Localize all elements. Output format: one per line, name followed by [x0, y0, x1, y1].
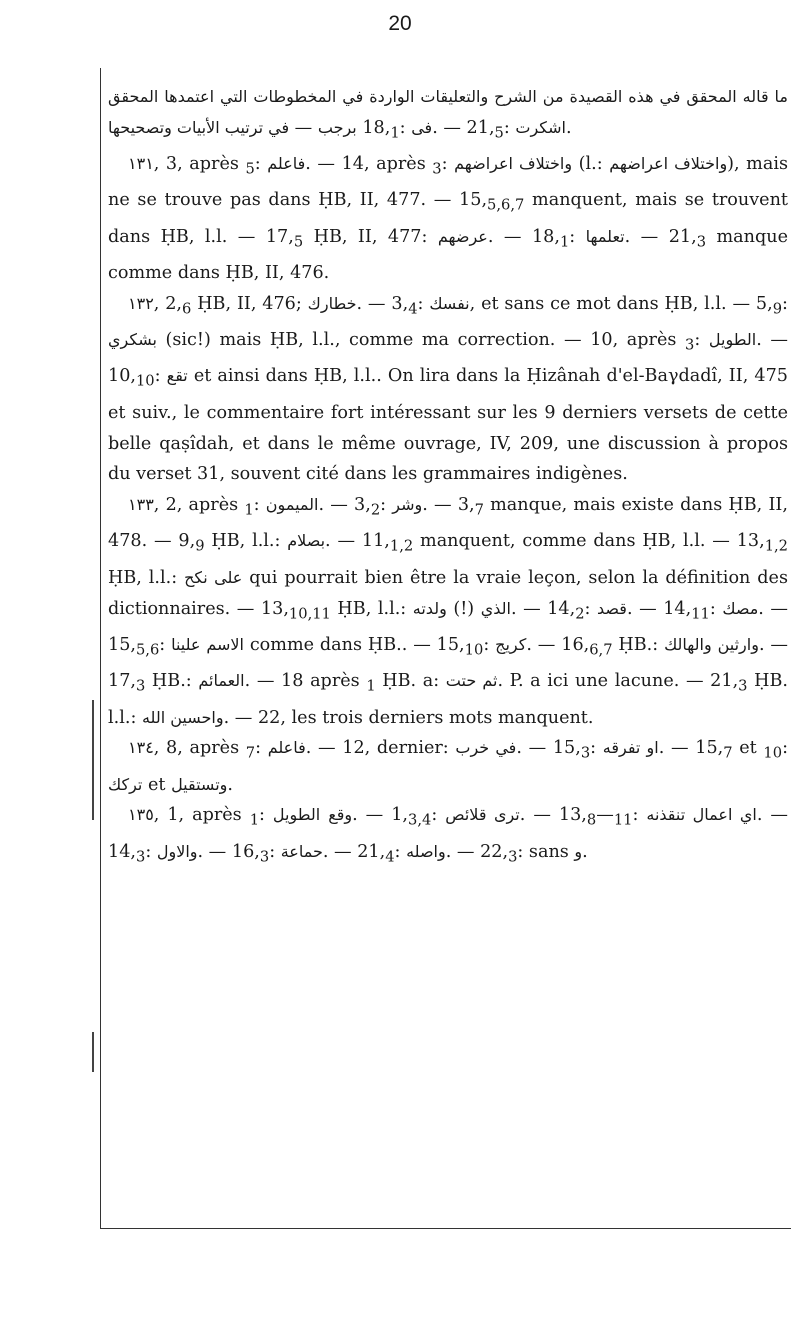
index-subscript: 3 — [508, 848, 518, 866]
latin-text: . — 16, — [197, 841, 260, 862]
latin-text: . — 14, — [626, 598, 692, 619]
latin-text: ḤB, II, 477: — [303, 226, 438, 247]
latin-text: . — 17, — [108, 634, 789, 692]
arabic-text: على نكح — [184, 567, 243, 587]
arabic-text: نفسك — [429, 293, 470, 313]
arabic-text: وقع — [328, 805, 353, 825]
index-subscript: 4 — [385, 848, 395, 866]
index-subscript: 3 — [696, 233, 707, 251]
note-paragraph — [108, 800, 788, 873]
page-number: 20 — [388, 12, 412, 35]
arabic-text: اشكرت — [515, 117, 566, 137]
latin-text: . — 3, — [318, 495, 371, 516]
latin-text: . — 3, — [356, 293, 409, 314]
latin-text: : — [431, 805, 446, 826]
index-subscript: 6,7 — [589, 641, 613, 659]
latin-text: : — [380, 495, 393, 516]
index-subscript: 9 — [195, 538, 205, 555]
latin-text: : — [253, 495, 266, 516]
latin-text: : sans — [517, 841, 575, 862]
arabic-text: عرضهم — [437, 226, 488, 246]
latin-text: . — 21, — [432, 117, 495, 138]
arabic-text: وتستقيل — [171, 774, 228, 794]
latin-text: . — 14, après — [305, 154, 433, 175]
arabic-text: العمائم — [198, 671, 245, 691]
latin-text: (l.: — [572, 154, 610, 175]
arabic-text: خطارك — [307, 293, 357, 313]
index-subscript: 1 — [244, 501, 254, 519]
latin-text: : — [694, 330, 709, 351]
latin-text: , 8, après — [153, 738, 246, 759]
latin-text: . P. a ici une lacune. — 21, — [497, 671, 739, 692]
index-subscript: 3 — [685, 336, 695, 354]
latin-text: . — 22, les trois derniers mots manquent. — [223, 707, 594, 728]
arabic-text: الطويل — [272, 805, 321, 825]
latin-text: : — [584, 598, 598, 619]
index-subscript: 2 — [575, 605, 585, 623]
index-subscript: 10 — [464, 641, 484, 659]
index-subscript: 2 — [370, 501, 381, 519]
latin-text: . — [565, 117, 572, 138]
arabic-text: واحسين الله — [141, 707, 224, 727]
index-subscript: 1 — [366, 677, 376, 695]
arabic-text: تعلمها — [585, 226, 625, 246]
latin-text: : — [154, 366, 167, 387]
note-paragraph — [108, 82, 788, 149]
latin-text: . — 15, — [658, 738, 724, 759]
latin-text: . — 15, — [108, 598, 789, 655]
index-subscript: 3 — [135, 677, 146, 695]
note-paragraph — [108, 733, 788, 800]
latin-text: ḤB. a: — [375, 671, 446, 692]
arabic-text: واختلاف اعراضهم — [454, 154, 573, 174]
index-subscript: 6 — [182, 300, 192, 318]
index-subscript: 5,6,7 — [487, 196, 525, 214]
index-subscript: 3 — [259, 848, 270, 866]
latin-text: ḤB.: — [612, 634, 665, 655]
index-subscript: 8 — [586, 811, 597, 829]
latin-text: : — [632, 805, 647, 826]
latin-text: , et sans ce mot dans ḤB, l.l. — 5, — [469, 293, 773, 314]
latin-text: : — [483, 634, 496, 655]
latin-text: . — 15, — [516, 738, 581, 759]
index-subscript: 3 — [135, 848, 146, 866]
latin-text: . — 1, — [352, 805, 409, 826]
arabic-text: برجب — [317, 117, 357, 137]
arabic-text: او تفرقه — [602, 738, 659, 758]
latin-text: , 3, après — [153, 154, 246, 175]
latin-text: : — [709, 598, 723, 619]
latin-text: . — 14, — [510, 598, 576, 619]
index-subscript: 10 — [135, 372, 155, 390]
latin-text: manquent, mais se trouvent dans ḤB, l.l. — 17, — [108, 190, 788, 247]
latin-text: — — [596, 805, 614, 826]
latin-text — [320, 805, 328, 825]
index-subscript: 3 — [432, 160, 442, 178]
latin-text: . — 11, — [325, 531, 390, 552]
index-subscript: 11 — [691, 605, 710, 623]
latin-text: . — 10, — [108, 330, 788, 387]
latin-text: . — 16, — [526, 634, 590, 655]
latin-text: : — [441, 154, 455, 175]
index-subscript: 5 — [245, 160, 255, 178]
latin-text: , 1, après — [153, 805, 250, 826]
index-subscript: 7 — [245, 744, 256, 762]
note-paragraph — [108, 289, 788, 490]
margin-rule — [92, 700, 94, 820]
index-subscript: 4 — [408, 300, 418, 318]
latin-text: . — [227, 774, 233, 795]
latin-text: : — [782, 738, 788, 759]
index-subscript: 5 — [494, 124, 504, 142]
index-subscript: 1,2 — [389, 538, 414, 555]
latin-text: , 2, après — [153, 495, 245, 516]
arabic-text: بشكري — [108, 330, 157, 350]
arabic-text: الميمون — [265, 495, 319, 515]
latin-text: manque comme dans ḤB, II, 476. — [108, 226, 789, 284]
index-subscript: 1 — [559, 233, 570, 251]
latin-text: : — [145, 841, 157, 862]
arabic-text: ما قاله المحقق في هذه القصيدة من الشرح والتعليقات الواردة في المخطوطات التي اعتمدها المحقق في ترتيب الأبيات وتصحيحها — [108, 87, 788, 137]
arabic-text: حماعة — [280, 841, 323, 861]
latin-text: , 2, — [153, 293, 183, 314]
latin-text: . — 12, dernier: — [305, 738, 456, 759]
arabic-text: وارثين — [717, 634, 759, 654]
arabic-text: كريج — [495, 634, 527, 654]
latin-text: : — [159, 634, 172, 655]
latin-text: : — [399, 117, 412, 138]
arabic-text: ١٣٣ — [128, 495, 154, 515]
latin-text: comme dans ḤB.. — 15, — [243, 634, 465, 655]
latin-text: : — [417, 293, 430, 314]
index-subscript: 10 — [763, 744, 783, 762]
arabic-text: والاول — [156, 841, 198, 861]
latin-text: (sic!) mais ḤB, l.l., comme ma correction. — 10, après — [156, 330, 686, 351]
arabic-text: الذي — [480, 598, 511, 618]
text-body — [108, 82, 788, 873]
arabic-text: ثم حتت — [445, 671, 498, 691]
arabic-text: ولدته — [412, 598, 447, 618]
latin-text: : — [254, 154, 268, 175]
index-subscript: 5 — [293, 233, 304, 251]
arabic-text: ١٣٤ — [128, 738, 154, 758]
arabic-text: وشر — [392, 495, 423, 515]
arabic-text: علينا — [171, 634, 201, 654]
arabic-text: الاسم — [206, 634, 244, 654]
latin-text: : — [394, 841, 407, 862]
arabic-text: تركك — [108, 774, 143, 794]
index-subscript: 9 — [772, 300, 783, 318]
latin-text: . — 14, — [108, 805, 788, 862]
index-subscript: 5,6 — [135, 641, 160, 659]
arabic-text: الطويل — [708, 330, 757, 350]
arabic-text: والهالك — [664, 634, 712, 654]
arabic-text: و — [574, 841, 583, 861]
arabic-text: ١٣٢ — [128, 293, 154, 313]
arabic-text: ١٣٥ — [128, 805, 154, 825]
arabic-text: فی — [411, 117, 433, 137]
latin-text: et ainsi dans ḤB, l.l.. On lira dans la Ḥizânah d'el-Baγdadî, II, 475 et suiv., le commentaire fort intéressant sur les 9 derniers versets de cette belle qaṣîdah, et dans le même ouvrage, IV, 209, une discussion à propos du verset 31, souvent cité dans les grammaires indigènes. — [108, 366, 788, 485]
latin-text: qui pourrait bien être la vraie leçon, selon la définition des dictionnaires. — 13, — [108, 567, 788, 619]
arabic-text: ١٣١ — [128, 154, 154, 174]
arabic-text: واصله — [406, 841, 446, 861]
index-subscript: 11 — [613, 811, 633, 829]
latin-text: manquent, comme dans ḤB, l.l. — 13, — [413, 531, 765, 552]
latin-text: ḤB, II, 476; — [191, 293, 308, 314]
arabic-text: اي اعمال تنقذنه — [646, 805, 757, 825]
index-subscript: 10,11 — [288, 605, 331, 623]
index-subscript: 7 — [474, 501, 484, 519]
arabic-text: بصلام — [287, 531, 326, 551]
latin-text: : — [590, 738, 603, 759]
latin-text: . — 22, — [445, 841, 509, 862]
arabic-text: فاعلم — [267, 154, 306, 174]
index-subscript: 1 — [390, 124, 400, 142]
latin-text: . — 3, — [422, 495, 475, 516]
latin-text: manque, mais existe dans ḤB, II, 478. — 9, — [108, 495, 788, 552]
arabic-text: فاعلم — [267, 738, 306, 758]
arabic-text: ترى قلائص — [445, 805, 520, 825]
latin-text: . — [582, 841, 588, 862]
latin-text: . — 18, — [487, 226, 560, 247]
latin-text: ḤB.: — [145, 671, 199, 692]
index-subscript: 3,4 — [408, 811, 432, 829]
arabic-text: في خرب — [455, 738, 517, 758]
latin-text: ḤB. l.l.: — [108, 671, 788, 728]
note-paragraph — [108, 490, 788, 733]
latin-text: 18, — [356, 117, 391, 138]
latin-text: . — 13, — [519, 805, 587, 826]
arabic-text: تقع — [166, 366, 188, 386]
index-subscript: 3 — [738, 677, 748, 695]
latin-text: ḤB, l.l.: — [108, 567, 185, 588]
latin-text: : — [255, 738, 268, 759]
latin-text: : — [269, 841, 281, 862]
latin-text: : — [782, 293, 788, 314]
latin-text: et — [142, 774, 172, 795]
latin-text: (!) — [446, 598, 481, 619]
arabic-text: واختلاف اعراضهم — [609, 154, 728, 174]
margin-rule — [92, 1032, 94, 1072]
latin-text: ), mais ne se trouve pas dans ḤB, II, 477. — 15, — [108, 154, 789, 211]
latin-text: : — [259, 805, 273, 826]
latin-text: ḤB, l.l.: — [330, 598, 413, 619]
index-subscript: 1 — [249, 811, 260, 829]
arabic-text: مصك — [722, 598, 759, 618]
index-subscript: 1,2 — [764, 538, 788, 555]
index-subscript: 3 — [580, 744, 591, 762]
note-paragraph — [108, 149, 788, 289]
latin-text: — — [289, 117, 318, 138]
latin-text: : — [569, 226, 586, 247]
latin-text: ḤB, l.l.: — [204, 531, 288, 552]
latin-text: : — [503, 117, 516, 138]
index-subscript: 7 — [723, 744, 733, 762]
latin-text: et — [732, 738, 764, 759]
latin-text: . — 21, — [624, 226, 697, 247]
arabic-text: قصد — [597, 598, 627, 618]
latin-text: . — 21, — [322, 841, 386, 862]
latin-text: . — 18 après — [244, 671, 367, 692]
